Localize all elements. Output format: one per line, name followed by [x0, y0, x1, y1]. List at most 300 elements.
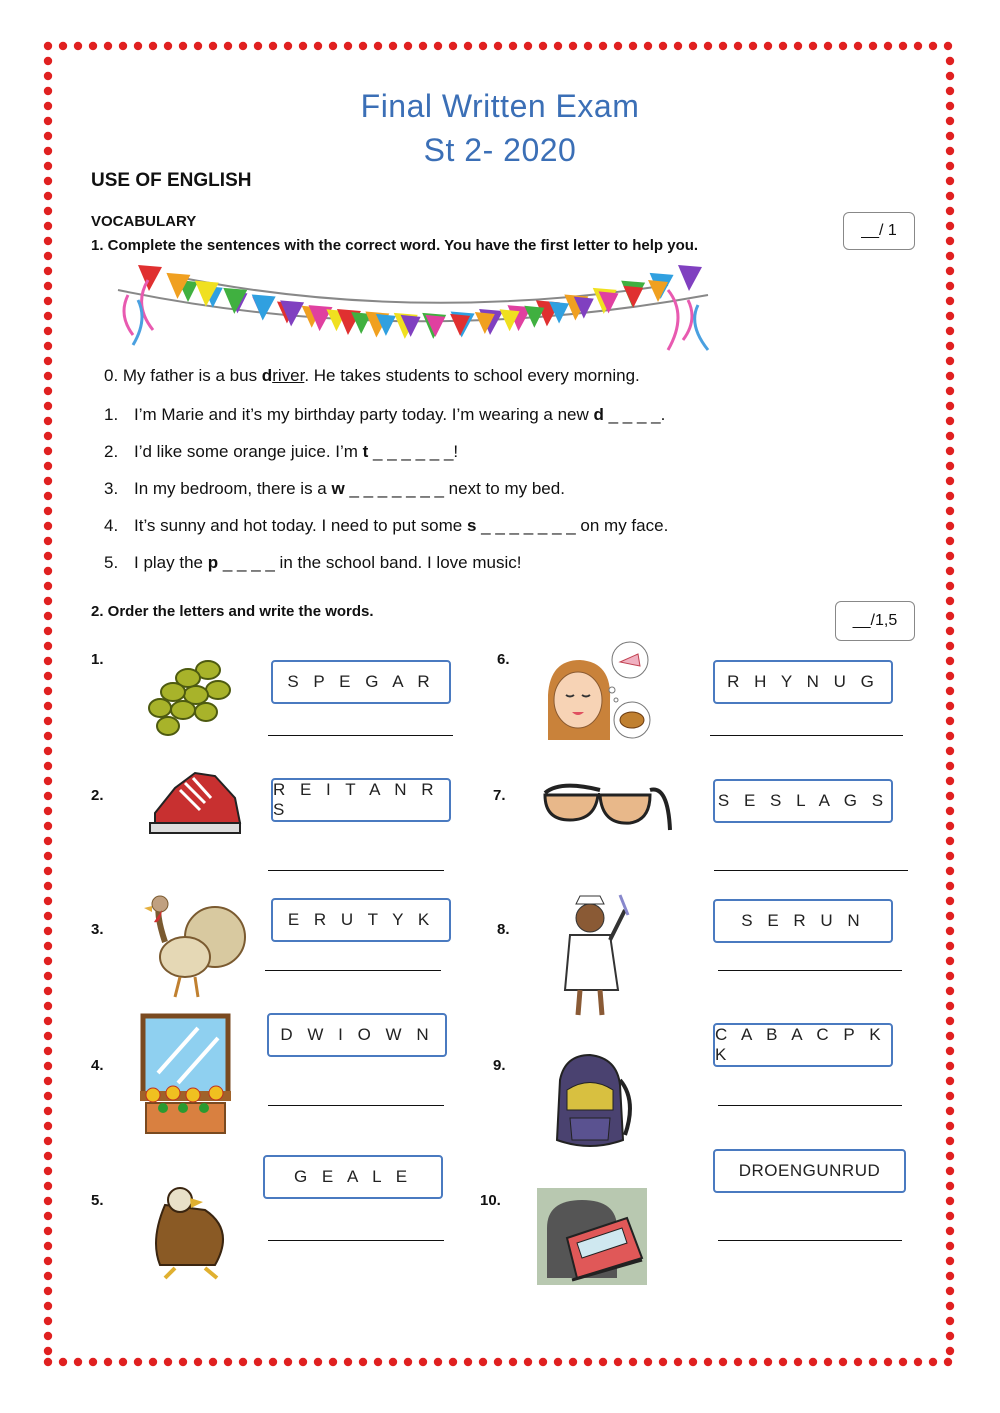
border-dot [659, 42, 667, 50]
item-number: 8. [497, 921, 510, 938]
border-dot [946, 1077, 954, 1085]
border-dot [269, 42, 277, 50]
border-dot [946, 852, 954, 860]
border-dot [314, 1358, 322, 1366]
border-dot [44, 447, 52, 455]
border-dot [899, 42, 907, 50]
glasses-picture [540, 775, 675, 840]
answer-line[interactable] [268, 735, 453, 736]
bunting-flag [138, 265, 162, 291]
border-dot [946, 1092, 954, 1100]
border-dot [44, 72, 52, 80]
border-dot [946, 642, 954, 650]
border-dot [914, 42, 922, 50]
border-dot [929, 1358, 937, 1366]
border-dot [119, 42, 127, 50]
border-dot [104, 42, 112, 50]
border-dot [946, 417, 954, 425]
border-dot [194, 1358, 202, 1366]
example-text-end: . He takes students to school every morning. [304, 366, 640, 385]
border-dot [254, 1358, 262, 1366]
border-dot [946, 732, 954, 740]
border-dot [479, 42, 487, 50]
example-sentence [104, 366, 640, 386]
border-dot [794, 42, 802, 50]
border-dot [946, 342, 954, 350]
border-dot [946, 1242, 954, 1250]
sentence-2 [104, 442, 458, 462]
bunting-flag [623, 286, 643, 308]
border-dot [44, 882, 52, 890]
border-dot [44, 372, 52, 380]
border-dot [44, 657, 52, 665]
border-dot [44, 987, 52, 995]
border-dot [224, 1358, 232, 1366]
border-dot [44, 357, 52, 365]
border-dot [44, 1347, 52, 1355]
border-dot [539, 42, 547, 50]
border-dot [44, 1227, 52, 1235]
scrambled-word-box: E R U T Y K [271, 898, 451, 942]
scrambled-word-box: R H Y N U G [713, 660, 893, 704]
sentence-blank[interactable]: _ _ _ _ in the school band. I love music! [218, 553, 522, 572]
border-dot [284, 1358, 292, 1366]
border-dot [44, 522, 52, 530]
border-dot [946, 387, 954, 395]
border-dot [44, 567, 52, 575]
border-dot [946, 957, 954, 965]
border-dot [569, 42, 577, 50]
border-dot [44, 747, 52, 755]
border-dot [44, 717, 52, 725]
border-dot [899, 1358, 907, 1366]
border-dot [44, 207, 52, 215]
item-number: 7. [493, 787, 506, 804]
border-dot [946, 1152, 954, 1160]
border-dot [719, 1358, 727, 1366]
scrambled-word-box: C A B A C P K K [713, 1023, 893, 1067]
border-dot [44, 387, 52, 395]
border-dot [44, 402, 52, 410]
border-dot [44, 282, 52, 290]
border-dot [946, 537, 954, 545]
eagle-picture [145, 1180, 235, 1280]
border-dot [329, 1358, 337, 1366]
border-dot [659, 1358, 667, 1366]
border-dot [614, 1358, 622, 1366]
border-dot [44, 777, 52, 785]
border-dot [239, 1358, 247, 1366]
border-dot [89, 1358, 97, 1366]
border-dot [946, 687, 954, 695]
scrambled-word-box: S P E G A R [271, 660, 451, 704]
sentence-text: In my bedroom, there is a [134, 479, 332, 498]
border-dot [704, 1358, 712, 1366]
border-dot [104, 1358, 112, 1366]
scrambled-word-box: G E A L E [263, 1155, 443, 1199]
border-dot [946, 492, 954, 500]
border-dot [946, 1137, 954, 1145]
border-dot [689, 42, 697, 50]
border-dot [44, 1257, 52, 1265]
border-dot [914, 1358, 922, 1366]
border-dot [946, 807, 954, 815]
bunting-flag [648, 280, 668, 302]
bunting-picture [108, 255, 720, 365]
train-picture [537, 1188, 647, 1285]
border-dot [946, 1122, 954, 1130]
answer-line[interactable] [718, 970, 902, 971]
border-dot [179, 1358, 187, 1366]
border-dot [584, 1358, 592, 1366]
sentence-first-letter: w [331, 479, 345, 498]
border-dot [44, 1137, 52, 1145]
border-dot [44, 867, 52, 875]
border-dot [629, 42, 637, 50]
border-dot [224, 42, 232, 50]
border-dot [44, 1197, 52, 1205]
border-dot [44, 417, 52, 425]
border-dot [944, 42, 952, 50]
border-dot [59, 42, 67, 50]
border-dot [749, 1358, 757, 1366]
border-dot [44, 1182, 52, 1190]
sentence-blank[interactable]: _ _ _ _ _ _! [368, 442, 459, 461]
border-dot [599, 42, 607, 50]
border-dot [434, 42, 442, 50]
border-dot [44, 327, 52, 335]
border-dot [44, 432, 52, 440]
border-dot [44, 822, 52, 830]
border-dot [479, 1358, 487, 1366]
border-dot [44, 42, 52, 50]
border-dot [946, 357, 954, 365]
border-dot [779, 1358, 787, 1366]
border-dot [946, 1287, 954, 1295]
sentence-blank[interactable]: _ _ _ _. [603, 405, 666, 424]
border-dot [44, 642, 52, 650]
border-dot [946, 57, 954, 65]
border-dot [89, 42, 97, 50]
border-dot [344, 1358, 352, 1366]
answer-line[interactable] [710, 735, 903, 736]
border-dot [539, 1358, 547, 1366]
border-dot [314, 42, 322, 50]
border-dot [44, 762, 52, 770]
border-dot [946, 222, 954, 230]
border-dot [269, 1358, 277, 1366]
border-dot [509, 42, 517, 50]
border-dot [44, 177, 52, 185]
answer-line[interactable] [265, 970, 441, 971]
border-dot [946, 327, 954, 335]
border-dot [946, 177, 954, 185]
item-number: 6. [497, 651, 510, 668]
border-dot [946, 237, 954, 245]
border-dot [374, 42, 382, 50]
backpack-picture [545, 1050, 637, 1152]
scrambled-word-box: DROENGUNRUD [713, 1149, 906, 1193]
border-dot [44, 1272, 52, 1280]
border-dot [44, 1287, 52, 1295]
border-dot [779, 42, 787, 50]
sentence-first-letter: s [466, 516, 477, 535]
border-dot [629, 1358, 637, 1366]
border-dot [824, 1358, 832, 1366]
border-dot [946, 927, 954, 935]
sentence-text: I’m Marie and it’s my birthday party today. I’m wearing a new [134, 405, 594, 424]
section-title: USE OF ENGLISH [91, 170, 252, 191]
border-dot [734, 1358, 742, 1366]
item-number: 3. [91, 921, 104, 938]
border-dot [44, 1212, 52, 1220]
answer-line[interactable] [718, 1240, 902, 1241]
border-dot [674, 1358, 682, 1366]
sentence-1 [104, 405, 665, 425]
exercise1-instruction: 1. Complete the sentences with the correct word. You have the first letter to help you. [91, 237, 699, 254]
border-dot [946, 207, 954, 215]
border-dot [44, 537, 52, 545]
border-dot [946, 267, 954, 275]
border-dot [946, 1347, 954, 1355]
border-dot [854, 42, 862, 50]
border-dot [494, 1358, 502, 1366]
border-dot [569, 1358, 577, 1366]
sentence-blank[interactable]: _ _ _ _ _ _ _ on my face. [476, 516, 669, 535]
item-number: 5. [91, 1192, 104, 1209]
border-dot [44, 252, 52, 260]
border-dot [599, 1358, 607, 1366]
sentence-number: 4. [104, 516, 119, 535]
border-dot [44, 1242, 52, 1250]
sneaker-picture [145, 768, 245, 838]
border-dot [434, 1358, 442, 1366]
border-dot [946, 597, 954, 605]
border-dot [946, 1212, 954, 1220]
border-dot [704, 42, 712, 50]
sentence-blank[interactable]: _ _ _ _ _ _ _ next to my bed. [344, 479, 565, 498]
border-dot [419, 1358, 427, 1366]
border-dot [946, 1332, 954, 1340]
border-dot [44, 237, 52, 245]
border-dot [419, 42, 427, 50]
bunting-flag [678, 265, 702, 291]
border-dot [44, 1317, 52, 1325]
border-dot [946, 402, 954, 410]
border-dot [946, 72, 954, 80]
scrambled-word-box: R E I T A N R S [271, 778, 451, 822]
border-dot [44, 1002, 52, 1010]
border-dot [44, 297, 52, 305]
border-dot [524, 42, 532, 50]
border-dot [44, 792, 52, 800]
border-dot [946, 897, 954, 905]
border-dot [404, 42, 412, 50]
border-dot [389, 42, 397, 50]
border-dot [764, 42, 772, 50]
border-dot [44, 687, 52, 695]
border-dot [524, 1358, 532, 1366]
border-dot [854, 1358, 862, 1366]
example-answer: river [272, 366, 305, 385]
border-dot [946, 612, 954, 620]
border-dot [44, 1332, 52, 1340]
border-dot [946, 297, 954, 305]
item-number: 9. [493, 1057, 506, 1074]
border-dot [44, 1107, 52, 1115]
border-dot [44, 1122, 52, 1130]
border-dot [44, 312, 52, 320]
window-picture [138, 1013, 233, 1135]
border-dot [946, 282, 954, 290]
border-dot [946, 987, 954, 995]
border-dot [44, 597, 52, 605]
border-dot [946, 1227, 954, 1235]
border-dot [44, 267, 52, 275]
border-dot [44, 1062, 52, 1070]
sentence-number: 3. [104, 479, 119, 498]
exam-subtitle: St 2- 2020 [423, 132, 577, 168]
border-dot [209, 1358, 217, 1366]
border-dot [946, 1062, 954, 1070]
sentence-3 [104, 479, 565, 499]
border-dot [644, 1358, 652, 1366]
border-dot [946, 1167, 954, 1175]
border-dot [44, 852, 52, 860]
border-dot [946, 1182, 954, 1190]
border-dot [44, 342, 52, 350]
border-dot [44, 477, 52, 485]
border-dot [809, 1358, 817, 1366]
border-dot [194, 42, 202, 50]
answer-line[interactable] [718, 1105, 902, 1106]
border-dot [946, 867, 954, 875]
border-dot [946, 312, 954, 320]
border-dot [59, 1358, 67, 1366]
border-dot [44, 1047, 52, 1055]
border-dot [794, 1358, 802, 1366]
border-dot [944, 1358, 952, 1366]
hungry-girl-picture [540, 640, 655, 745]
border-dot [946, 477, 954, 485]
border-dot [689, 1358, 697, 1366]
border-dot [44, 1152, 52, 1160]
border-dot [44, 1032, 52, 1040]
border-dot [44, 1358, 52, 1366]
border-dot [946, 762, 954, 770]
sentence-5 [104, 553, 521, 573]
border-dot [946, 882, 954, 890]
exercise1-score-box: __/ 1 [843, 212, 915, 250]
border-dot [946, 252, 954, 260]
border-dot [44, 1092, 52, 1100]
border-dot [374, 1358, 382, 1366]
border-dot [946, 912, 954, 920]
answer-line[interactable] [714, 870, 908, 871]
border-dot [44, 807, 52, 815]
border-dot [74, 42, 82, 50]
border-dot [946, 522, 954, 530]
border-dot [946, 792, 954, 800]
border-dot [946, 462, 954, 470]
border-dot [254, 42, 262, 50]
scrambled-word-box: S E R U N [713, 899, 893, 943]
border-dot [764, 1358, 772, 1366]
sentence-number: 5. [104, 553, 119, 572]
border-dot [749, 42, 757, 50]
sentence-number: 2. [104, 442, 119, 461]
answer-line[interactable] [268, 1240, 444, 1241]
border-dot [946, 1002, 954, 1010]
border-dot [44, 1302, 52, 1310]
nurse-picture [560, 890, 635, 1020]
border-dot [884, 42, 892, 50]
border-dot [134, 1358, 142, 1366]
border-dot [554, 1358, 562, 1366]
border-dot [946, 507, 954, 515]
sentence-text: I play the [134, 553, 208, 572]
border-dot [946, 747, 954, 755]
border-dot [44, 732, 52, 740]
border-dot [946, 567, 954, 575]
border-dot [644, 42, 652, 50]
item-number: 10. [480, 1192, 501, 1209]
border-dot [44, 1017, 52, 1025]
border-dot [946, 192, 954, 200]
border-dot [44, 1077, 52, 1085]
border-dot [946, 777, 954, 785]
border-dot [946, 1272, 954, 1280]
border-dot [44, 672, 52, 680]
border-dot [734, 42, 742, 50]
border-dot [449, 1358, 457, 1366]
scrambled-word-box: S E S L A G S [713, 779, 893, 823]
border-dot [44, 57, 52, 65]
border-dot [44, 222, 52, 230]
border-dot [299, 1358, 307, 1366]
border-dot [344, 42, 352, 50]
border-dot [44, 612, 52, 620]
border-dot [44, 972, 52, 980]
sentence-4 [104, 516, 668, 536]
border-dot [44, 627, 52, 635]
example-first-letter: d [261, 366, 273, 385]
border-dot [44, 192, 52, 200]
border-dot [946, 1017, 954, 1025]
border-dot [946, 702, 954, 710]
border-dot [584, 42, 592, 50]
border-dot [946, 837, 954, 845]
border-dot [44, 462, 52, 470]
border-dot [164, 1358, 172, 1366]
turkey-picture [140, 892, 250, 1002]
answer-line[interactable] [268, 1105, 444, 1106]
border-dot [359, 42, 367, 50]
border-dot [44, 927, 52, 935]
item-number: 1. [91, 651, 104, 668]
border-dot [946, 582, 954, 590]
answer-line[interactable] [268, 870, 444, 871]
exam-title: Final Written Exam [360, 88, 640, 124]
border-dot [149, 42, 157, 50]
border-dot [946, 672, 954, 680]
border-dot [674, 42, 682, 50]
border-dot [179, 42, 187, 50]
exercise2-instruction: 2. Order the letters and write the words. [91, 603, 374, 620]
border-dot [946, 1047, 954, 1055]
border-dot [44, 582, 52, 590]
sentence-first-letter: p [207, 553, 219, 572]
